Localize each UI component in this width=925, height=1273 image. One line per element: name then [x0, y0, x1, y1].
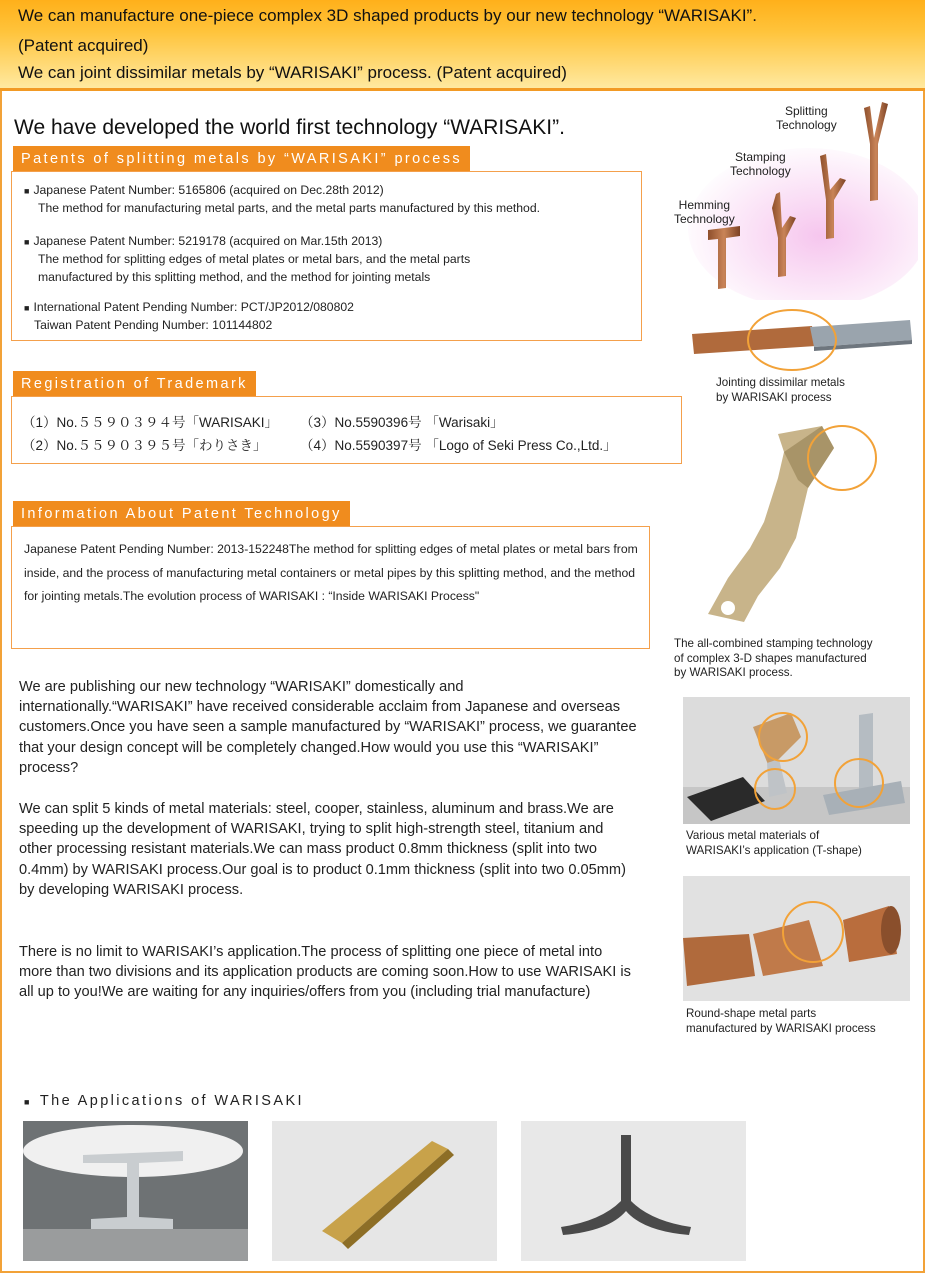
banner-line-1: We can manufacture one-piece complex 3D shaped products by our new technology “WARISAKI”. — [18, 6, 757, 25]
combined-stamping-photo — [698, 418, 888, 632]
stamping-label: Stamping Technology — [730, 150, 791, 178]
trademark-item: （3）No.5590396号 「Warisaki」 — [300, 415, 504, 430]
banner-line-3: We can joint dissimilar metals by “WARISAKI” process. (Patent acquired) — [18, 63, 567, 82]
page-title: We have developed the world first technology “WARISAKI”. — [14, 116, 565, 139]
splitting-label: Splitting Technology — [776, 104, 837, 132]
info-text: Japanese Patent Pending Number: 2013-152248The method for splitting edges of metal plates or metal bars from inside, and the process of manufacturing metal containers or metal pipes by this splitting method, and the method for jointing metals.The evolution process of WARISAKI : “Inside WARISAKI Process" — [24, 542, 638, 603]
header-banner — [0, 0, 925, 91]
body-paragraph-1: We are publishing our new technology “WARISAKI” domestically and internationally.“WARISAKI” have received considerable acclaim from Japanese and overseas customers.Once you have seen a sample manufactured by “WARISAKI” process, we guarantee that your design concept will be completely changed.How would you use this “WARISAKI” process? — [19, 679, 637, 776]
trademark-box — [11, 396, 682, 464]
round-parts-caption: Round-shape metal parts manufactured by WARISAKI process — [686, 1007, 876, 1035]
round-parts-photo — [683, 876, 910, 1001]
application-photo-2 — [272, 1121, 497, 1261]
patents-heading: Patents of splitting metals by “WARISAKI” process — [13, 146, 470, 172]
patent-item: ■ Japanese Patent Number: 5165806 (acquired on Dec.28th 2012) — [24, 183, 384, 197]
patent-desc: Taiwan Patent Pending Number: 101144802 — [34, 318, 273, 332]
application-photo-3 — [521, 1121, 746, 1261]
materials-photo — [683, 697, 910, 824]
trademark-heading: Registration of Trademark — [13, 371, 256, 397]
banner-line-2: (Patent acquired) — [18, 36, 149, 55]
patent-desc: The method for splitting edges of metal plates or metal bars, and the metal parts — [38, 252, 471, 266]
hemming-label: Hemming Technology — [674, 198, 735, 226]
info-heading: Information About Patent Technology — [13, 501, 350, 527]
applications-heading: ■ The Applications of WARISAKI — [24, 1093, 304, 1109]
technology-figure — [668, 98, 918, 308]
patent-desc: The method for manufacturing metal parts, and the metal parts manufactured by this method. — [38, 201, 540, 215]
application-photo-1 — [23, 1121, 248, 1261]
trademark-item: （4）No.5590397号 「Logo of Seki Press Co.,Ltd.」 — [300, 438, 617, 453]
patent-item: ■ Japanese Patent Number: 5219178 (acquired on Mar.15th 2013) — [24, 234, 383, 248]
trademark-item: （2）No.５５９０３９５号「わりさき」 — [22, 438, 267, 453]
materials-caption: Various metal materials of WARISAKI’s application (T-shape) — [686, 829, 862, 857]
jointing-photo — [688, 300, 914, 372]
combined-caption: The all-combined stamping technology of complex 3-D shapes manufactured by WARISAKI process. — [674, 637, 873, 679]
patent-desc: manufactured by this splitting method, and the method for jointing metals — [38, 270, 431, 284]
patents-box — [11, 171, 642, 341]
jointing-caption: Jointing dissimilar metals by WARISAKI process — [716, 376, 845, 404]
patent-item: ■ International Patent Pending Number: PCT/JP2012/080802 — [24, 300, 354, 314]
body-paragraph-2: We can split 5 kinds of metal materials: steel, cooper, stainless, aluminum and brass.We are speeding up the development of WARISAKI, trying to split high-strength steel, titanium and other processing resistant materials.We can mass product 0.8mm thickness (split into two 0.4mm) by WARISAKI process.Our goal is to product 0.1mm thickness (split into two 0.05mm) by developing WARISAKI process. — [19, 801, 626, 898]
trademark-item: （1）No.５５９０３９４号「WARISAKI」 — [22, 415, 279, 430]
body-paragraph-3: There is no limit to WARISAKI’s application.The process of splitting one piece of metal into more than two divisions and its application products are coming soon.How to use WARISAKI is all up to you!We are waiting for any inquiries/offers from you (including trial manufacture) — [19, 944, 631, 1001]
